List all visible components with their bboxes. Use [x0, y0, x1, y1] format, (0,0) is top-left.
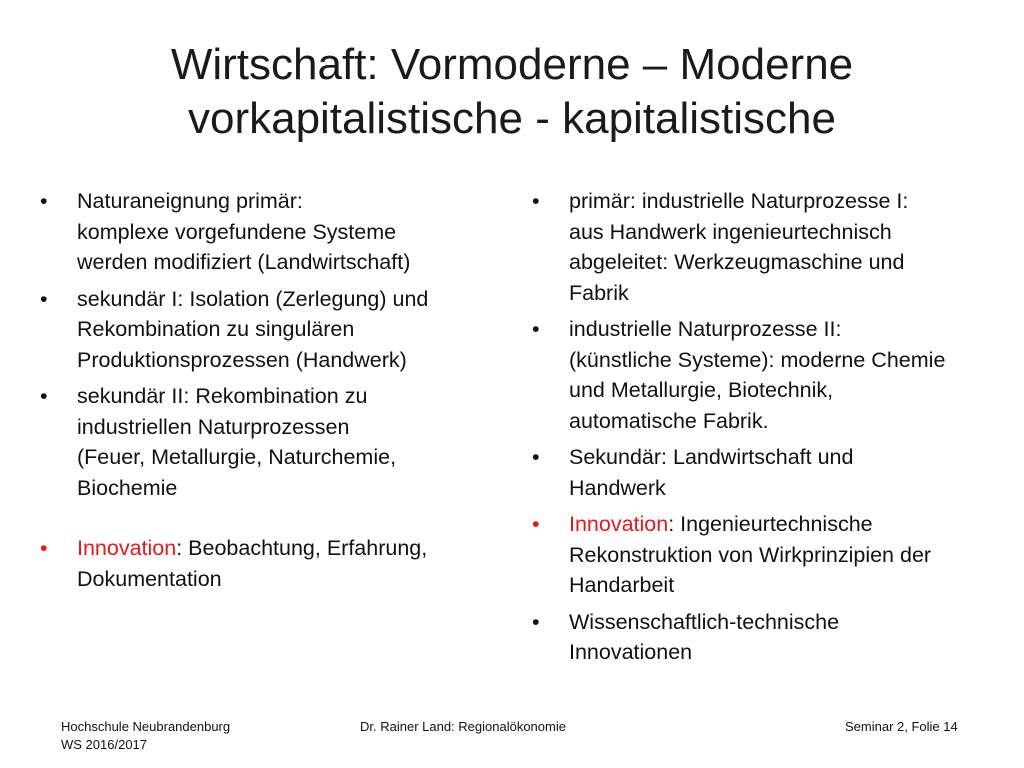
list-item-text: abgeleitet: Werkzeugmaschine und — [569, 250, 905, 274]
list-item-text: Biochemie — [77, 475, 178, 500]
list-item-text-rest: : Ingenieurtechnische — [668, 512, 873, 536]
bullet-icon: • — [532, 189, 540, 213]
list-item-text: Handwerk — [569, 475, 666, 500]
list-item-text: Rekombination zu singulären — [77, 317, 355, 341]
list-item-text: Wissenschaftlich-technische — [569, 609, 840, 634]
slide-title-line-1: Wirtschaft: Vormoderne – Moderne — [170, 40, 854, 89]
bullet-icon: • — [532, 512, 540, 536]
list-item-innovation — [40, 533, 480, 594]
list-item-text: sekundär II: Rekombination zu — [77, 384, 368, 408]
list-item-text: industriellen Naturprozessen — [77, 414, 350, 439]
list-item-text: Handarbeit — [569, 573, 675, 597]
list-item-text: Dokumentation — [77, 566, 222, 591]
list-item-text — [569, 509, 992, 540]
footer-semester: WS 2016/2017 — [61, 737, 148, 752]
list-item — [532, 186, 992, 308]
list-item-text: Rekonstruktion von Wirkprinzipien der — [569, 542, 932, 567]
list-item — [532, 314, 992, 436]
list-item-text: komplexe vorgefundene Systeme — [77, 219, 397, 244]
left-bullet-list — [40, 186, 480, 600]
list-item — [40, 381, 480, 503]
bullet-icon: • — [40, 384, 48, 408]
list-item-text: automatische Fabrik. — [569, 408, 769, 433]
bullet-icon: • — [532, 609, 540, 634]
footer-institution-name: Hochschule Neubrandenburg — [61, 719, 231, 734]
list-item-text: sekundär I: Isolation (Zerlegung) und — [77, 286, 429, 311]
list-item-text: primär: industrielle Naturprozesse I: — [569, 189, 909, 213]
list-item-text: aus Handwerk ingenieurtechnisch — [569, 219, 892, 244]
list-item-text: (künstliche Systeme): moderne Chemie — [569, 347, 946, 372]
bullet-icon: • — [40, 286, 48, 311]
list-item-text: Innovationen — [569, 640, 693, 664]
innovation-highlight: Innovation — [77, 536, 177, 560]
list-item-innovation — [532, 509, 992, 601]
list-item-text: Produktionsprozessen (Handwerk) — [77, 347, 407, 372]
list-item-text: Naturaneignung primär: — [77, 189, 303, 213]
list-item-text: Sekundär: Landwirtschaft und — [569, 445, 854, 469]
list-item — [40, 284, 480, 376]
bullet-icon: • — [532, 445, 540, 469]
footer-institution — [61, 718, 230, 754]
list-item-text-rest: : Beobachtung, Erfahrung, — [176, 536, 428, 560]
footer-slide-text: Seminar 2, Folie 14 — [845, 719, 958, 734]
slide-title — [60, 38, 964, 146]
list-item — [532, 442, 992, 503]
list-item — [40, 186, 480, 278]
bullet-icon: • — [40, 536, 48, 560]
list-item-text: Fabrik — [569, 280, 629, 305]
innovation-highlight: Innovation — [569, 512, 669, 536]
list-item-text: und Metallurgie, Biotechnik, — [569, 378, 834, 402]
slide-title-line-2: vorkapitalistische - kapitalistische — [187, 94, 837, 143]
list-item — [532, 607, 992, 668]
bullet-icon: • — [532, 317, 540, 341]
list-item-text: (Feuer, Metallurgie, Naturchemie, — [77, 445, 397, 469]
list-item-text — [77, 533, 480, 564]
list-item-text: werden modifiziert (Landwirtschaft) — [77, 250, 411, 274]
bullet-icon: • — [40, 189, 48, 213]
footer-author — [360, 718, 566, 736]
list-item-text: industrielle Naturprozesse II: — [569, 317, 842, 341]
right-bullet-list — [532, 186, 992, 674]
footer-author-text: Dr. Rainer Land: Regionalökonomie — [360, 719, 566, 734]
footer-slide-number — [845, 718, 958, 736]
